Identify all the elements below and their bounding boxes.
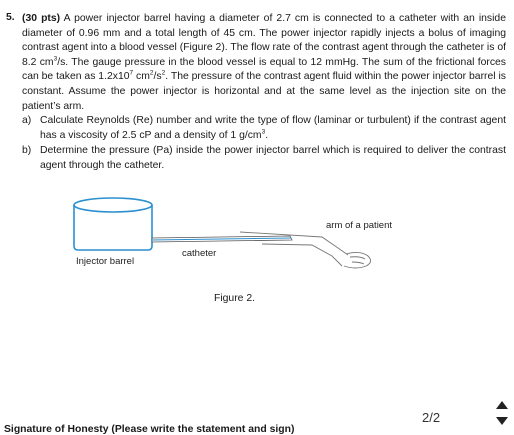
question-number: 5. bbox=[6, 12, 15, 23]
label-catheter: catheter bbox=[182, 248, 217, 259]
page-indicator: 2/2 bbox=[422, 410, 441, 425]
subquestion-a: a) Calculate Reynolds (Re) number and write the type of flow (laminar or turbulent) if the contrast agent has a viscosity of 2.5 cP and a density of 1 $g/cm^3$. bbox=[22, 115, 506, 141]
page-down-icon[interactable] bbox=[496, 417, 508, 425]
injector-barrel-drawing bbox=[74, 198, 152, 250]
page-navigator bbox=[488, 393, 514, 433]
footer-signature-heading: Signature of Honesty (Please write the statement and sign) bbox=[4, 424, 295, 435]
question-text: (30 pts) A power injector barrel having a diameter of 2.7 cm is connected to a catheter with an inside diameter of 0.96 mm and a total length of 45 cm. The power injector rapidly injects a bolus of imaging contrast agent into a blood vessel (Figure 2). The flow rate of the contrast agent through the catheter is of 8.2 $cm^3/s$. The gauge pressure in the blood vessel is equal to 12 mmHg. The sum of the frictional forces can be taken as $1.2x10^7$ $cm^2/s^2$. The pressure of the contrast agent fluid within the power injector barrel is constant. Assume the power injector is horizontal and at the same level as the injection site on the patient’s arm. bbox=[22, 13, 506, 112]
figure-caption: Figure 2. bbox=[214, 293, 256, 304]
subquestion-b: b) Determine the pressure (Pa) inside the power injector barrel which is required to deliver the contrast agent through the catheter. bbox=[22, 145, 506, 171]
question-points: (30 pts) bbox=[22, 13, 61, 24]
label-injector-barrel: Injector barrel bbox=[76, 256, 135, 267]
page-up-icon[interactable] bbox=[496, 401, 508, 409]
catheter-drawing bbox=[152, 236, 292, 242]
label-patient-arm: arm of a patient bbox=[326, 220, 393, 231]
